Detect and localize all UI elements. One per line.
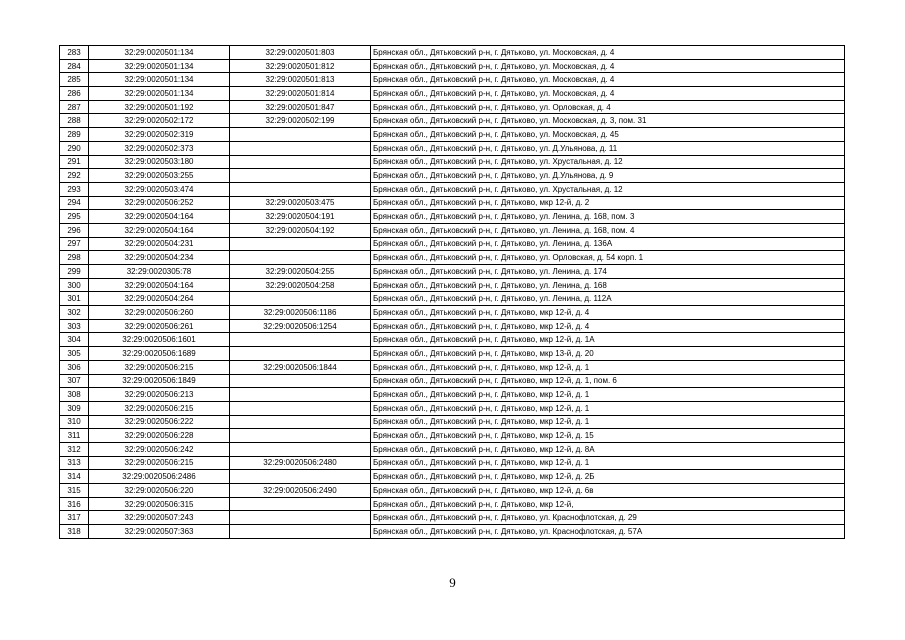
address-cell: Брянская обл., Дятьковский р-н, г. Дятьково, ул. Московская, д. 4 [371,73,845,87]
land-plot-cadastral-number-cell: 32:29:0020504:264 [89,292,230,306]
table-row [60,237,845,251]
address-cell: Брянская обл., Дятьковский р-н, г. Дятьково, ул. Московская, д. 4 [371,87,845,101]
row-number-cell: 305 [60,347,89,361]
row-number-cell: 317 [60,511,89,525]
address-cell: Брянская обл., Дятьковский р-н, г. Дятьково, мкр 13-й, д. 20 [371,347,845,361]
table-body [60,46,845,539]
address-cell: Брянская обл., Дятьковский р-н, г. Дятьково, ул. Краснофлотская, д. 29 [371,511,845,525]
land-plot-cadastral-number-cell: 32:29:0020506:252 [89,196,230,210]
land-plot-cadastral-number-cell: 32:29:0020506:242 [89,442,230,456]
object-cadastral-number-cell [230,442,371,456]
object-cadastral-number-cell: 32:29:0020506:1186 [230,306,371,320]
object-cadastral-number-cell: 32:29:0020506:1844 [230,360,371,374]
land-plot-cadastral-number-cell: 32:29:0020504:164 [89,223,230,237]
address-cell: Брянская обл., Дятьковский р-н, г. Дятьково, мкр 12-й, д. 4 [371,306,845,320]
table-row [60,484,845,498]
table-row [60,415,845,429]
address-cell: Брянская обл., Дятьковский р-н, г. Дятьково, ул. Хрустальная, д. 12 [371,182,845,196]
address-cell: Брянская обл., Дятьковский р-н, г. Дятьково, ул. Ленина, д. 168, пом. 3 [371,210,845,224]
page-number: 9 [449,575,456,590]
address-cell: Брянская обл., Дятьковский р-н, г. Дятьково, ул. Ленина, д. 136А [371,237,845,251]
object-cadastral-number-cell: 32:29:0020503:475 [230,196,371,210]
object-cadastral-number-cell [230,141,371,155]
row-number-cell: 315 [60,484,89,498]
land-plot-cadastral-number-cell: 32:29:0020506:228 [89,429,230,443]
address-cell: Брянская обл., Дятьковский р-н, г. Дятьково, мкр 12-й, д. 1 [371,388,845,402]
address-cell: Брянская обл., Дятьковский р-н, г. Дятьково, мкр 12-й, д. 1А [371,333,845,347]
row-number-cell: 292 [60,169,89,183]
land-plot-cadastral-number-cell: 32:29:0020506:1601 [89,333,230,347]
table-row [60,360,845,374]
row-number-cell: 309 [60,401,89,415]
row-number-cell: 301 [60,292,89,306]
object-cadastral-number-cell [230,292,371,306]
land-plot-cadastral-number-cell: 32:29:0020502:373 [89,141,230,155]
table-row [60,196,845,210]
row-number-cell: 306 [60,360,89,374]
land-plot-cadastral-number-cell: 32:29:0020507:243 [89,511,230,525]
land-plot-cadastral-number-cell: 32:29:0020506:1689 [89,347,230,361]
object-cadastral-number-cell: 32:29:0020501:847 [230,100,371,114]
row-number-cell: 304 [60,333,89,347]
address-cell: Брянская обл., Дятьковский р-н, г. Дятьково, ул. Орловская, д. 4 [371,100,845,114]
land-plot-cadastral-number-cell: 32:29:0020506:1849 [89,374,230,388]
address-cell: Брянская обл., Дятьковский р-н, г. Дятьково, мкр 12-й, д. 6в [371,484,845,498]
object-cadastral-number-cell [230,497,371,511]
table-row [60,442,845,456]
row-number-cell: 286 [60,87,89,101]
object-cadastral-number-cell [230,333,371,347]
table-row [60,114,845,128]
table-row [60,73,845,87]
object-cadastral-number-cell [230,237,371,251]
row-number-cell: 303 [60,319,89,333]
object-cadastral-number-cell: 32:29:0020506:2490 [230,484,371,498]
address-cell: Брянская обл., Дятьковский р-н, г. Дятьково, мкр 12-й, д. 1 [371,456,845,470]
object-cadastral-number-cell [230,511,371,525]
cadastral-table [59,45,845,539]
address-cell: Брянская обл., Дятьковский р-н, г. Дятьково, ул. Московская, д. 4 [371,46,845,60]
land-plot-cadastral-number-cell: 32:29:0020506:213 [89,388,230,402]
table-row [60,87,845,101]
row-number-cell: 290 [60,141,89,155]
row-number-cell: 308 [60,388,89,402]
object-cadastral-number-cell [230,169,371,183]
address-cell: Брянская обл., Дятьковский р-н, г. Дятьково, ул. Д.Ульянова, д. 9 [371,169,845,183]
table-row [60,278,845,292]
land-plot-cadastral-number-cell: 32:29:0020502:319 [89,128,230,142]
row-number-cell: 316 [60,497,89,511]
table-row [60,525,845,539]
row-number-cell: 314 [60,470,89,484]
table-row [60,388,845,402]
object-cadastral-number-cell [230,155,371,169]
table-row [60,59,845,73]
object-cadastral-number-cell [230,347,371,361]
object-cadastral-number-cell: 32:29:0020501:813 [230,73,371,87]
object-cadastral-number-cell [230,128,371,142]
object-cadastral-number-cell: 32:29:0020504:255 [230,265,371,279]
table-row [60,401,845,415]
table-row [60,155,845,169]
row-number-cell: 293 [60,182,89,196]
table-row [60,182,845,196]
table-row [60,46,845,60]
land-plot-cadastral-number-cell: 32:29:0020501:134 [89,73,230,87]
land-plot-cadastral-number-cell: 32:29:0020503:255 [89,169,230,183]
object-cadastral-number-cell [230,470,371,484]
object-cadastral-number-cell: 32:29:0020504:192 [230,223,371,237]
object-cadastral-number-cell: 32:29:0020506:1254 [230,319,371,333]
table-row [60,251,845,265]
row-number-cell: 307 [60,374,89,388]
object-cadastral-number-cell [230,429,371,443]
row-number-cell: 283 [60,46,89,60]
row-number-cell: 318 [60,525,89,539]
row-number-cell: 291 [60,155,89,169]
land-plot-cadastral-number-cell: 32:29:0020506:215 [89,360,230,374]
row-number-cell: 300 [60,278,89,292]
land-plot-cadastral-number-cell: 32:29:0020507:363 [89,525,230,539]
address-cell: Брянская обл., Дятьковский р-н, г. Дятьково, мкр 12-й, д. 2Б [371,470,845,484]
address-cell: Брянская обл., Дятьковский р-н, г. Дятьково, мкр 12-й, д. 15 [371,429,845,443]
land-plot-cadastral-number-cell: 32:29:0020506:260 [89,306,230,320]
row-number-cell: 312 [60,442,89,456]
address-cell: Брянская обл., Дятьковский р-н, г. Дятьково, ул. Хрустальная, д. 12 [371,155,845,169]
object-cadastral-number-cell: 32:29:0020501:812 [230,59,371,73]
object-cadastral-number-cell [230,251,371,265]
land-plot-cadastral-number-cell: 32:29:0020504:231 [89,237,230,251]
address-cell: Брянская обл., Дятьковский р-н, г. Дятьково, мкр 12-й, [371,497,845,511]
table-row [60,511,845,525]
table-row [60,470,845,484]
object-cadastral-number-cell [230,374,371,388]
land-plot-cadastral-number-cell: 32:29:0020506:2486 [89,470,230,484]
row-number-cell: 294 [60,196,89,210]
object-cadastral-number-cell: 32:29:0020506:2480 [230,456,371,470]
land-plot-cadastral-number-cell: 32:29:0020506:222 [89,415,230,429]
address-cell: Брянская обл., Дятьковский р-н, г. Дятьково, мкр 12-й, д. 1 [371,415,845,429]
object-cadastral-number-cell [230,388,371,402]
row-number-cell: 284 [60,59,89,73]
row-number-cell: 310 [60,415,89,429]
row-number-cell: 296 [60,223,89,237]
table-row [60,429,845,443]
land-plot-cadastral-number-cell: 32:29:0020305:78 [89,265,230,279]
table-row [60,306,845,320]
row-number-cell: 288 [60,114,89,128]
land-plot-cadastral-number-cell: 32:29:0020501:134 [89,46,230,60]
land-plot-cadastral-number-cell: 32:29:0020501:134 [89,87,230,101]
object-cadastral-number-cell: 32:29:0020501:814 [230,87,371,101]
land-plot-cadastral-number-cell: 32:29:0020504:164 [89,210,230,224]
row-number-cell: 302 [60,306,89,320]
table-row [60,374,845,388]
table-row [60,265,845,279]
land-plot-cadastral-number-cell: 32:29:0020501:134 [89,59,230,73]
table-row [60,347,845,361]
object-cadastral-number-cell: 32:29:0020504:191 [230,210,371,224]
object-cadastral-number-cell [230,525,371,539]
address-cell: Брянская обл., Дятьковский р-н, г. Дятьково, ул. Ленина, д. 112А [371,292,845,306]
address-cell: Брянская обл., Дятьковский р-н, г. Дятьково, мкр 12-й, д. 2 [371,196,845,210]
object-cadastral-number-cell [230,401,371,415]
land-plot-cadastral-number-cell: 32:29:0020503:180 [89,155,230,169]
object-cadastral-number-cell: 32:29:0020504:258 [230,278,371,292]
table-row [60,169,845,183]
address-cell: Брянская обл., Дятьковский р-н, г. Дятьково, мкр 12-й, д. 4 [371,319,845,333]
land-plot-cadastral-number-cell: 32:29:0020501:192 [89,100,230,114]
address-cell: Брянская обл., Дятьковский р-н, г. Дятьково, ул. Орловская, д. 54 корп. 1 [371,251,845,265]
table-row [60,292,845,306]
land-plot-cadastral-number-cell: 32:29:0020506:220 [89,484,230,498]
table-row [60,141,845,155]
row-number-cell: 289 [60,128,89,142]
address-cell: Брянская обл., Дятьковский р-н, г. Дятьково, ул. Ленина, д. 168 [371,278,845,292]
table-row [60,456,845,470]
land-plot-cadastral-number-cell: 32:29:0020506:215 [89,456,230,470]
table-row [60,333,845,347]
table-row [60,210,845,224]
row-number-cell: 299 [60,265,89,279]
row-number-cell: 287 [60,100,89,114]
address-cell: Брянская обл., Дятьковский р-н, г. Дятьково, ул. Московская, д. 4 [371,59,845,73]
land-plot-cadastral-number-cell: 32:29:0020504:164 [89,278,230,292]
table-row [60,319,845,333]
table-row [60,128,845,142]
land-plot-cadastral-number-cell: 32:29:0020503:474 [89,182,230,196]
table-row [60,100,845,114]
address-cell: Брянская обл., Дятьковский р-н, г. Дятьково, ул. Московская, д. 45 [371,128,845,142]
object-cadastral-number-cell [230,182,371,196]
row-number-cell: 285 [60,73,89,87]
land-plot-cadastral-number-cell: 32:29:0020506:261 [89,319,230,333]
land-plot-cadastral-number-cell: 32:29:0020506:215 [89,401,230,415]
land-plot-cadastral-number-cell: 32:29:0020506:315 [89,497,230,511]
address-cell: Брянская обл., Дятьковский р-н, г. Дятьково, мкр 12-й, д. 1, пом. 6 [371,374,845,388]
address-cell: Брянская обл., Дятьковский р-н, г. Дятьково, ул. Краснофлотская, д. 57А [371,525,845,539]
address-cell: Брянская обл., Дятьковский р-н, г. Дятьково, мкр 12-й, д. 8А [371,442,845,456]
address-cell: Брянская обл., Дятьковский р-н, г. Дятьково, ул. Московская, д. 3, пом. 31 [371,114,845,128]
object-cadastral-number-cell: 32:29:0020501:803 [230,46,371,60]
row-number-cell: 297 [60,237,89,251]
land-plot-cadastral-number-cell: 32:29:0020502:172 [89,114,230,128]
address-cell: Брянская обл., Дятьковский р-н, г. Дятьково, ул. Ленина, д. 168, пом. 4 [371,223,845,237]
address-cell: Брянская обл., Дятьковский р-н, г. Дятьково, ул. Д.Ульянова, д. 11 [371,141,845,155]
land-plot-cadastral-number-cell: 32:29:0020504:234 [89,251,230,265]
object-cadastral-number-cell: 32:29:0020502:199 [230,114,371,128]
row-number-cell: 295 [60,210,89,224]
address-cell: Брянская обл., Дятьковский р-н, г. Дятьково, мкр 12-й, д. 1 [371,360,845,374]
object-cadastral-number-cell [230,415,371,429]
address-cell: Брянская обл., Дятьковский р-н, г. Дятьково, ул. Ленина, д. 174 [371,265,845,279]
address-cell: Брянская обл., Дятьковский р-н, г. Дятьково, мкр 12-й, д. 1 [371,401,845,415]
row-number-cell: 311 [60,429,89,443]
table-row [60,223,845,237]
row-number-cell: 298 [60,251,89,265]
table-row [60,497,845,511]
row-number-cell: 313 [60,456,89,470]
